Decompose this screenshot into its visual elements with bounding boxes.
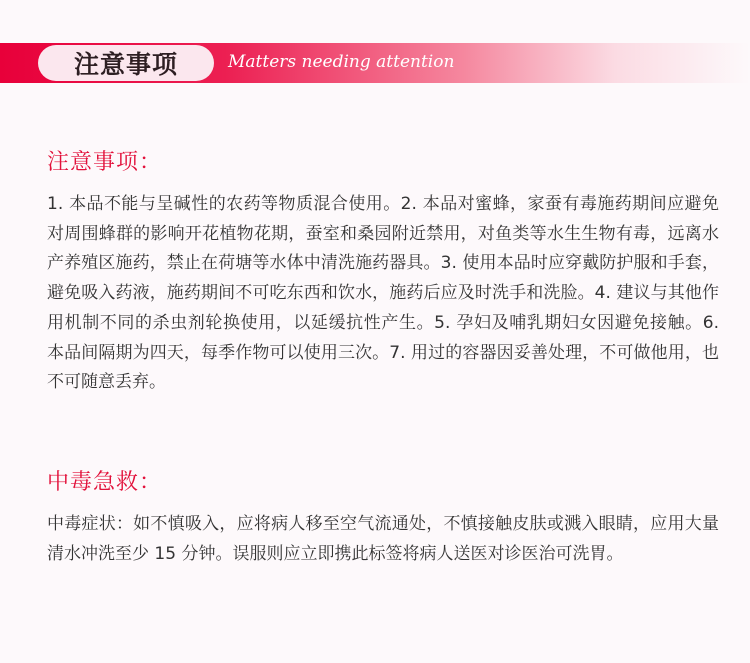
- banner-title: 注意事项: [73, 50, 178, 79]
- first-aid-text: 中毒症状：如不慎吸入，应将病人移至空气流通处，不慎接触皮肤或溅入眼睛，应用大量清水冲洗至少 15 分钟。误服则应立即携此标签将病人送医对诊医治可洗胃。: [47, 514, 719, 564]
- precautions-heading: 注意事项：: [47, 150, 163, 175]
- section-banner: [0, 43, 750, 83]
- first-aid-heading: 中毒急救：: [47, 470, 163, 495]
- banner-title-pill: [38, 45, 214, 81]
- banner-subtitle-en: Matters needing attention: [228, 52, 455, 72]
- precautions-text: 1. 本品不能与呈碱性的农药等物质混合使用。2. 本品对蜜蜂，家蚕有毒施药期间应避免对周围蜂群的影响开花植物花期，蚕室和桑园附近禁用，对鱼类等水生生物有毒，远离水产养殖区施药，禁止在荷塘等水体中清洗施药器具。3. 使用本品时应穿戴防护服和手套，避免吸入药液，施药期间不可吃东西和饮水，施药后应及时洗手和洗脸。4. 建议与其他作用机制不同的杀虫剂轮换使用，以延缓抗性产生。5. 孕妇及哺乳期妇女因避免接触。6. 本品间隔期为四天，每季作物可以使用三次。7. 用过的容器因妥善处理，不可做他用，也不可随意丢弃。: [47, 194, 719, 393]
